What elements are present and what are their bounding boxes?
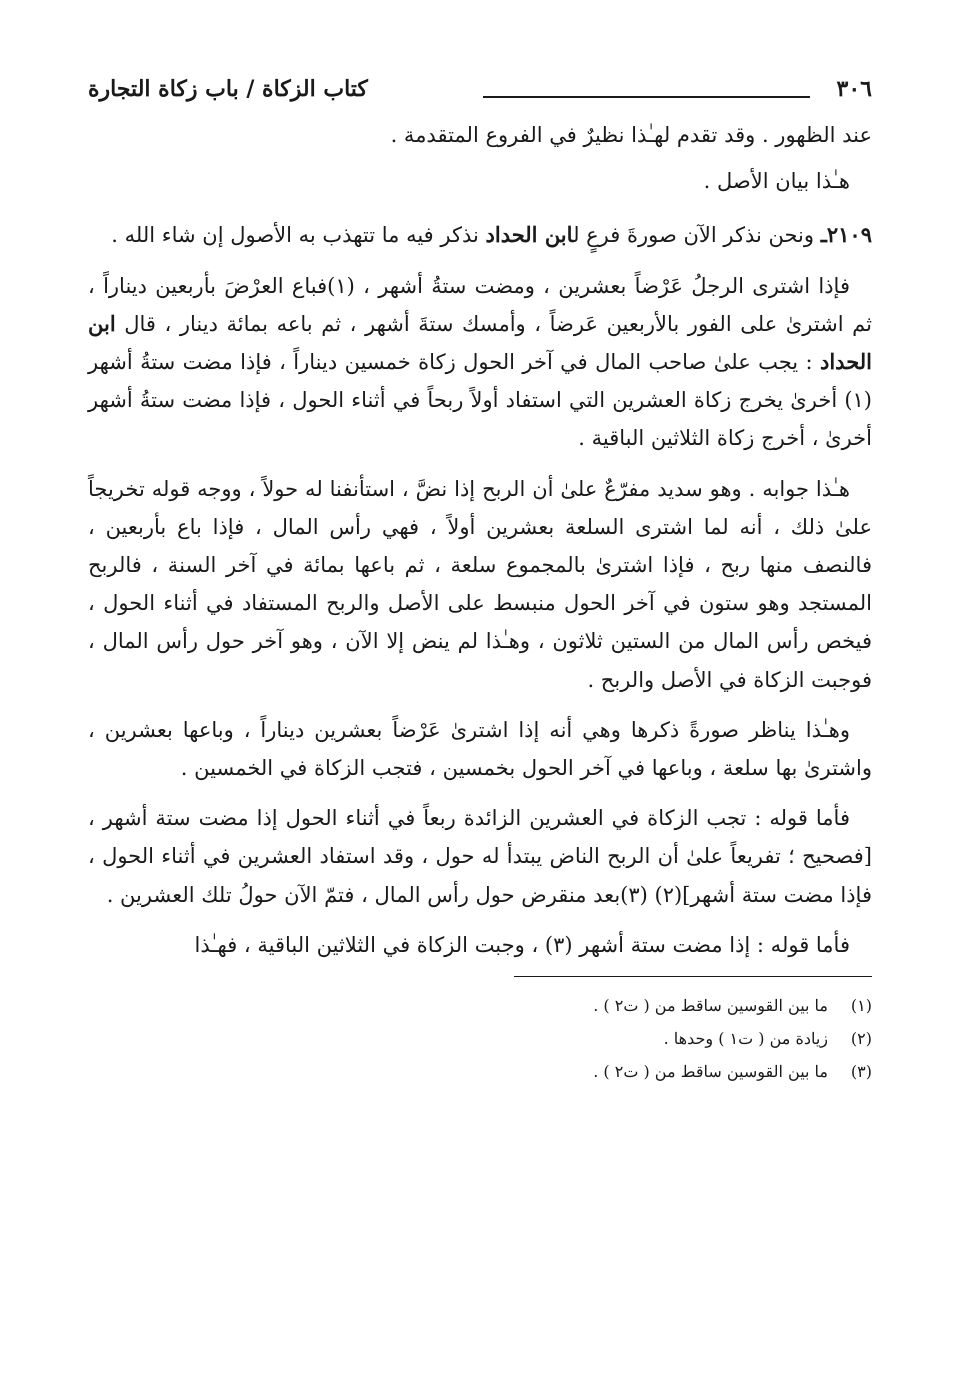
footnote (88, 1022, 872, 1055)
book-page (88, 70, 872, 1088)
footnote-text: ما بين القوسين ساقط من ( ت٢ ) . (593, 996, 828, 1016)
header-rule (483, 96, 810, 98)
section-paragraph (88, 216, 872, 254)
paragraph: عند الظهور . وقد تقدم لهـٰذا نظيرٌ في الفروع المتقدمة . (390, 123, 872, 147)
paragraph: هـٰذا جوابه . وهو سديد مفرّعٌ علىٰ أن الربح إذا نضَّ ، استأنفنا له حولاً ، ووجه قوله تخريجاً علىٰ ذلك ، أنه لما اشترى السلعة بعشرين أولاً ، فهي رأس المال ، فإذا باع بأربعين ، فالنصف منها ربح ، فإذا اشترىٰ بالمجموع سلعة ، ثم باعها بمائة في آخر السنة ، فالربح المستجد وهو ستون في آخر الحول منبسط على الأصل والربح المستفاد في أثناء الحول ، فيخص رأس المال من الستين ثلاثون ، وهـٰذا لم ينض إلا الآن ، وهو آخر حول رأس المال ، فوجبت الزكاة في الأصل والربح . (88, 476, 872, 692)
paragraph: فإذا اشترى الرجلُ عَرْضاً بعشرين ، ومضت ستةُ أشهر ، (١)فباع العرْضَ بأربعين ديناراً ، ثم اشترىٰ على الفور بالأربعين عَرضاً ، وأمسك ستةَ أشهر ، ثم باعه بمائة دينار ، قال ابن الحداد : يجب علىٰ صاحب المال في آخر الحول زكاة خمسين ديناراً ، فإذا مضت ستةُ أشهر (١) أخرىٰ يخرج زكاة العشرين التي استفاد أولاً ربحاً في أثناء الحول ، فإذا مضت ستةُ أشهر أخرىٰ ، أخرج زكاة الثلاثين الباقية . (88, 273, 872, 451)
author-name: ابن الحداد (485, 222, 574, 248)
main-text (88, 116, 872, 964)
footnote (88, 1055, 872, 1088)
footnote-text: ما بين القوسين ساقط من ( ت٢ ) . (593, 1062, 828, 1082)
footnote (88, 989, 872, 1022)
footnote-separator (514, 976, 872, 977)
footnote-number: (١) (850, 996, 872, 1016)
paragraph: فأما قوله : إذا مضت ستة أشهر (٣) ، وجبت الزكاة في الثلاثين الباقية ، فهـٰذا (194, 932, 850, 957)
paragraph: فأما قوله : تجب الزكاة في العشرين الزائدة ربعاً في أثناء الحول إذا مضت ستة أشهر ، [فصحيح ؛ تفريعاً علىٰ أن الربح الناض يبتدأ له حول ، وقد استفاد العشرين في أثناء الحول ، فإذا مضت ستة أشهر](٢) (٣)بعد منقرض حول رأس المال ، فتمّ الآن حولُ تلك العشرين . (88, 806, 872, 907)
footnote-text: زيادة من ( ت١ ) وحدها . (663, 1029, 828, 1049)
running-title: كتاب الزكاة / باب زكاة التجارة (88, 76, 368, 102)
page-header (88, 70, 872, 116)
section-text: ونحن نذكر الآن صورةَ فرعٍ لابن الحداد نذكر فيه ما تتهذب به الأصول إن شاء الله . (111, 222, 815, 248)
section-number: ٢١٠٩ـ (820, 222, 872, 248)
footnote-number: (٢) (850, 1029, 872, 1049)
footnotes (88, 989, 872, 1088)
author-name: ابن الحداد (88, 310, 872, 375)
footnote-number: (٣) (850, 1062, 872, 1082)
page-number: ٣٠٦ (836, 76, 872, 102)
paragraph: هـٰذا بيان الأصل . (703, 169, 850, 194)
paragraph: وهـٰذا يناظر صورةً ذكرها وهي أنه إذا اشترىٰ عَرْضاً بعشرين ديناراً ، وباعها بعشرين ، واشترىٰ بها سلعة ، وباعها في آخر الحول بخمسين ، فتجب الزكاة في الخمسين . (88, 717, 872, 781)
